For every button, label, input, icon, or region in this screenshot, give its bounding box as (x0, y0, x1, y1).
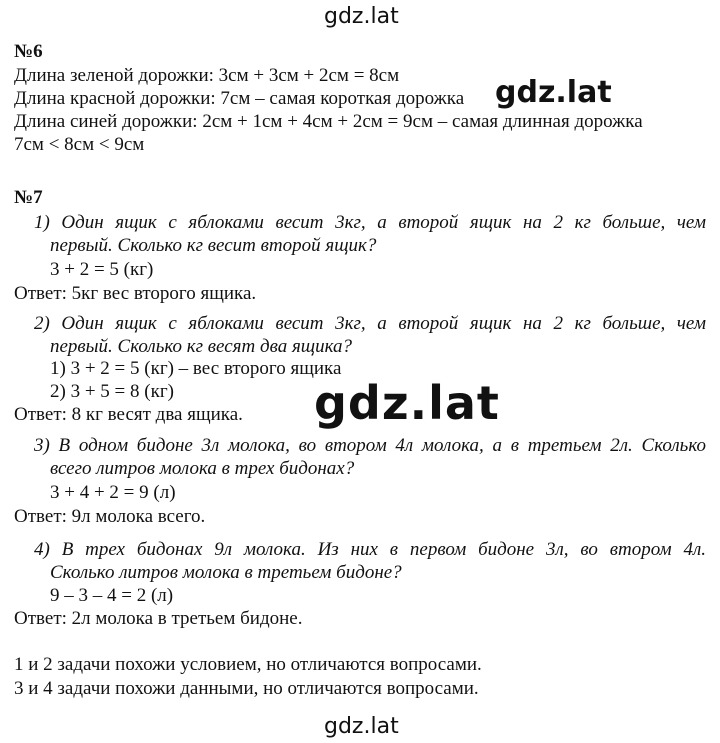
task7-p3-question-line1: 3) В одном бидоне 3л молока, во втором 4л молока, а в третьем 2л. Сколько (34, 435, 706, 456)
task7-p2-question-line2: первый. Сколько кг весят два ящика? (50, 336, 353, 357)
watermark-mid: gdz.lat (491, 78, 616, 108)
task7-p4-calc: 9 – 3 – 4 = 2 (л) (50, 585, 174, 606)
task7-p2-calc1: 1) 3 + 2 = 5 (кг) – вес второго ящика (50, 358, 342, 379)
task7-p1-calc: 3 + 2 = 5 (кг) (50, 259, 154, 280)
task6-line3: Длина синей дорожки: 2см + 1см + 4см + 2см = 9см – самая длинная дорожка (14, 111, 643, 132)
task7-p4-question-line2: Сколько литров молока в третьем бидоне? (50, 562, 402, 583)
task7-p3-question-line2: всего литров молока в трех бидонах? (50, 458, 355, 479)
task6-line4: 7см < 8см < 9см (14, 134, 145, 155)
watermark-bottom: gdz.lat (324, 714, 399, 739)
task6-line2: Длина красной дорожки: 7см – самая короткая дорожка (14, 88, 465, 109)
task7-p2-question-line1: 2) Один ящик с яблоками весит 3кг, а второй ящик на 2 кг больше, чем (34, 313, 706, 334)
task7-p2-calc2: 2) 3 + 5 = 8 (кг) (50, 381, 174, 402)
task7-p4-question-line1: 4) В трех бидонах 9л молока. Из них в первом бидоне 3л, во втором 4л. (34, 539, 706, 560)
task6-heading: №6 (14, 41, 43, 62)
task7-conclusion2: 3 и 4 задачи похожи данными, но отличаются вопросами. (14, 678, 479, 699)
task7-p4-answer: Ответ: 2л молока в третьем бидоне. (14, 608, 303, 629)
task6-line1: Длина зеленой дорожки: 3см + 3см + 2см = 8см (14, 65, 400, 86)
task7-p1-answer: Ответ: 5кг вес второго ящика. (14, 283, 257, 304)
task7-heading: №7 (14, 187, 43, 208)
task7-p3-calc: 3 + 4 + 2 = 9 (л) (50, 482, 176, 503)
task7-p3-answer: Ответ: 9л молока всего. (14, 506, 206, 527)
task7-p2-answer: Ответ: 8 кг весят два ящика. (14, 404, 243, 425)
task7-p1-question-line2: первый. Сколько кг весит второй ящик? (50, 235, 377, 256)
task7-p1-question-line1: 1) Один ящик с яблоками весит 3кг, а второй ящик на 2 кг больше, чем (34, 212, 706, 233)
task7-conclusion1: 1 и 2 задачи похожи условием, но отличаются вопросами. (14, 654, 482, 675)
watermark-top: gdz.lat (324, 4, 399, 29)
watermark-big: gdz.lat (314, 376, 500, 430)
